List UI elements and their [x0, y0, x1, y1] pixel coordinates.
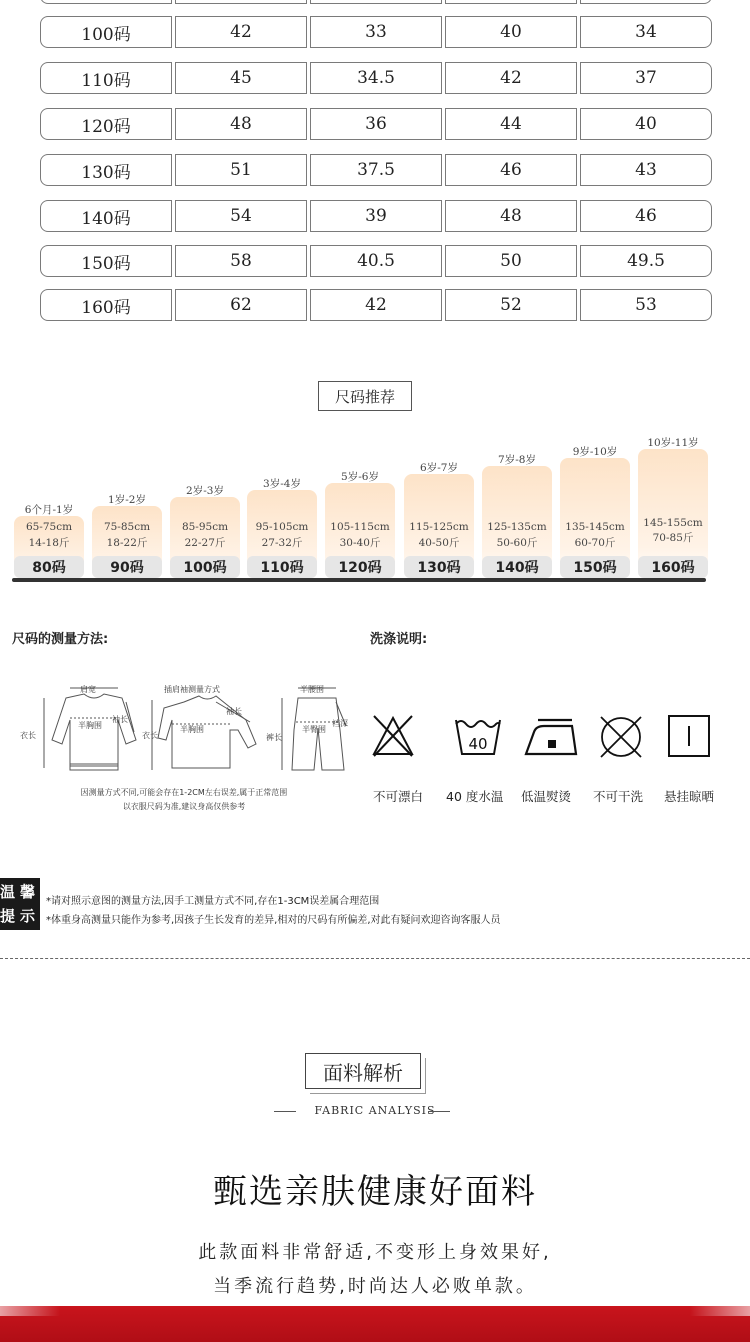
length-label: 衣长: [20, 731, 36, 740]
measure-cell: 46: [445, 154, 577, 186]
size-cell: 160码: [40, 289, 172, 321]
size-pill: 100码: [170, 556, 240, 578]
size-pill: 150码: [560, 556, 630, 578]
measure-cell: 46: [580, 200, 712, 232]
measure-cell: 37.5: [310, 154, 442, 186]
hang-dry-icon: [666, 712, 712, 760]
tip-line-1: *请对照示意图的测量方法,因手工测量方式不同,存在1-3CM误差属合理范围: [46, 896, 380, 907]
size-pill: 80码: [14, 556, 84, 578]
measure-cell: 48: [445, 200, 577, 232]
height-range: 125-135cm: [487, 521, 547, 533]
measure-cell: 33: [310, 16, 442, 48]
length2-label: 衣长: [142, 731, 158, 740]
sleeve2-label: 袖长: [226, 707, 242, 716]
tips-badge-line2: 提示: [0, 907, 41, 925]
size-pill: 120码: [325, 556, 395, 578]
height-range: 75-85cm: [103, 521, 151, 533]
measure-cell: 50: [445, 245, 577, 277]
height-range: 95-105cm: [255, 521, 309, 533]
measure-cell: 40: [445, 16, 577, 48]
measure-cell: 54: [175, 200, 307, 232]
age-label: 10岁-11岁: [647, 437, 699, 449]
size-pill: 140码: [482, 556, 552, 578]
height-range: 65-75cm: [25, 521, 73, 533]
fabric-red-image: [0, 1306, 750, 1342]
size-cell: 100码: [40, 16, 172, 48]
chest2-label: 半胸围: [180, 725, 204, 734]
size-recommend-title: 尺码推荐: [318, 381, 412, 411]
low-iron-label: 低温熨烫: [521, 789, 572, 804]
recommend-baseline: [12, 578, 706, 582]
section-divider: [0, 958, 750, 959]
height-range: 145-155cm: [643, 517, 703, 529]
measure-cell: 42: [310, 289, 442, 321]
weight-range: 22-27斤: [184, 537, 226, 549]
fabric-desc-2: 当季流行趋势,时尚达人必败单款。: [213, 1276, 537, 1297]
measure-cell: 34: [580, 16, 712, 48]
size-cell: 120码: [40, 108, 172, 140]
subtitle-dash-right: [428, 1111, 450, 1112]
fabric-subtitle: FABRIC ANALYSIS: [314, 1104, 436, 1117]
size-cell: 150码: [40, 245, 172, 277]
measure-diagram: [14, 680, 354, 780]
age-label: 6个月-1岁: [24, 504, 74, 516]
chest-label: 半胸围: [78, 721, 102, 730]
weight-range: 60-70斤: [574, 537, 616, 549]
age-label: 7岁-8岁: [498, 454, 536, 466]
tip-line-2: *体重身高测量只能作为参考,因孩子生长发育的差异,相对的尺码有所偏差,对此有疑问欢迎咨询客服人员: [46, 915, 501, 926]
age-label: 3岁-4岁: [263, 478, 301, 490]
measure-cell: 37: [580, 62, 712, 94]
measure-cell: 49.5: [580, 245, 712, 277]
weight-range: 70-85斤: [652, 532, 694, 544]
weight-range: 18-22斤: [106, 537, 148, 549]
low-iron-icon: [522, 712, 580, 760]
measure-cell: 51: [175, 154, 307, 186]
wash-40-icon: [452, 712, 504, 760]
shoulder-label: 肩宽: [80, 685, 96, 694]
waist-label: 半腰围: [300, 685, 324, 694]
size-recommend-chart: [0, 0, 750, 600]
measure-cell: 48: [175, 108, 307, 140]
raglan-label: 插肩袖测量方式: [164, 685, 220, 694]
height-range: 85-95cm: [181, 521, 229, 533]
tips-badge: [0, 878, 40, 930]
measure-cell: 40.5: [310, 245, 442, 277]
measure-cell: 40: [580, 108, 712, 140]
age-label: 9岁-10岁: [572, 446, 618, 458]
fabric-title: 面料解析: [305, 1053, 421, 1089]
measure-cell: 62: [175, 289, 307, 321]
size-pill: 110码: [247, 556, 317, 578]
weight-range: 14-18斤: [28, 537, 70, 549]
measure-cell: 36: [310, 108, 442, 140]
height-range: 115-125cm: [409, 521, 469, 533]
measure-cell: 52: [445, 289, 577, 321]
measure-cell: 58: [175, 245, 307, 277]
no-dry-clean-icon: [596, 712, 646, 762]
no-dry-clean-label: 不可干洗: [593, 789, 644, 804]
weight-range: 40-50斤: [418, 537, 460, 549]
no-bleach-label: 不可漂白: [373, 789, 424, 804]
measure-cell: 53: [580, 289, 712, 321]
wash-40-label: 40 度水温: [446, 789, 504, 804]
hip-label: 半臀围: [302, 725, 326, 734]
size-pill: 160码: [638, 556, 708, 578]
measure-cell: 42: [445, 62, 577, 94]
tips-badge-line1: 温馨: [0, 883, 41, 901]
size-pill: 90码: [92, 556, 162, 578]
no-bleach-icon: [370, 712, 416, 760]
measure-cell: 43: [580, 154, 712, 186]
size-pill: 130码: [404, 556, 474, 578]
size-cell: 130码: [40, 154, 172, 186]
size-cell: 110码: [40, 62, 172, 94]
measure-cell: 44: [445, 108, 577, 140]
fabric-headline: 甄选亲肤健康好面料: [213, 1172, 537, 1212]
pants-length-label: 裤长: [266, 733, 282, 742]
hang-dry-label: 悬挂晾晒: [664, 789, 715, 804]
wash-temp-number: 40: [468, 735, 488, 753]
measure-cell: 42: [175, 16, 307, 48]
size-cell: 140码: [40, 200, 172, 232]
sleeve-label: 袖长: [112, 715, 128, 724]
wash-heading: 洗涤说明:: [370, 632, 428, 647]
age-label: 5岁-6岁: [341, 471, 379, 483]
measure-cell: 45: [175, 62, 307, 94]
measure-note-2: 以衣服尺码为准,建议身高仅供参考: [122, 802, 246, 811]
weight-range: 30-40斤: [339, 537, 381, 549]
weight-range: 27-32斤: [261, 537, 303, 549]
measure-heading: 尺码的测量方法:: [12, 632, 109, 647]
height-range: 105-115cm: [330, 521, 390, 533]
measure-note-1: 因测量方式不同,可能会存在1-2CM左右误差,属于正常范围: [80, 788, 288, 797]
measure-cell: 34.5: [310, 62, 442, 94]
measure-cell: 39: [310, 200, 442, 232]
age-label: 1岁-2岁: [108, 494, 146, 506]
age-label: 6岁-7岁: [420, 462, 458, 474]
age-label: 2岁-3岁: [186, 485, 224, 497]
weight-range: 50-60斤: [496, 537, 538, 549]
fabric-desc-1: 此款面料非常舒适,不变形上身效果好,: [198, 1242, 552, 1263]
height-range: 135-145cm: [565, 521, 625, 533]
crotch-label: 裆深: [332, 719, 348, 728]
